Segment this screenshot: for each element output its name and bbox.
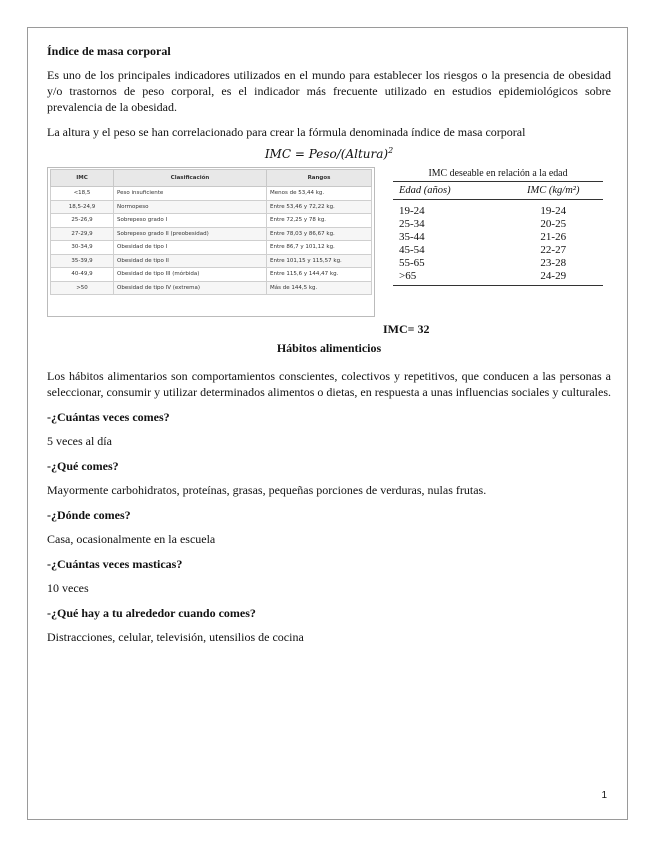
- imc-cell: >50: [51, 281, 114, 295]
- class-cell: Obesidad de tipo II: [114, 254, 267, 268]
- class-cell: Sobrepeso grado I: [114, 214, 267, 228]
- question-what-eat: -¿Qué comes?: [47, 459, 119, 473]
- header-imc: IMC: [51, 170, 114, 187]
- answer-where-eat: Casa, ocasionalmente en la escuela: [47, 532, 216, 546]
- imc-range-cell: 21-26: [540, 230, 567, 243]
- imc-cell: 40-49,9: [51, 268, 114, 282]
- habits-paragraph: Los hábitos alimentarios son comportamientos conscientes, colectivos y repetitivos, que conducen a las personas a seleccionar, consumir y utilizar determinados alimentos o dietas, en respuesta a unas influencias sociales y culturales.: [47, 369, 611, 399]
- header-rangos: Rangos: [267, 170, 372, 187]
- age-cell: >65: [399, 269, 417, 282]
- imc-cell: 27-29,9: [51, 227, 114, 241]
- table-row: [393, 204, 603, 217]
- question-chewing: -¿Cuántas veces masticas?: [47, 557, 183, 571]
- class-cell: Obesidad de tipo IV (extrema): [114, 281, 267, 295]
- imc-cell: 18,5-24,9: [51, 200, 114, 214]
- answer-how-many-times: 5 veces al día: [47, 434, 112, 448]
- tables-area: [47, 167, 611, 339]
- range-cell: Menos de 53,44 kg.: [267, 187, 372, 201]
- imc-cell: <18,5: [51, 187, 114, 201]
- class-cell: Normopeso: [114, 200, 267, 214]
- imc-range-cell: 24-29: [540, 269, 567, 282]
- formula-main: IMC = Peso/(Altura): [264, 147, 389, 161]
- table-header-row: [51, 170, 372, 187]
- table-row: [51, 200, 372, 214]
- table-row: [51, 227, 372, 241]
- table-row: [393, 269, 603, 282]
- age-cell: 45-54: [399, 243, 425, 256]
- class-cell: Peso insuficiente: [114, 187, 267, 201]
- classification-table: [50, 169, 372, 295]
- answer-what-eat: Mayormente carbohidratos, proteínas, grasas, pequeñas porciones de verduras, nulas frutas.: [47, 483, 487, 497]
- age-cell: 19-24: [399, 204, 425, 217]
- class-cell: Obesidad de tipo III (mórbida): [114, 268, 267, 282]
- imc-range-cell: 19-24: [540, 204, 567, 217]
- age-imc-table: [393, 167, 603, 286]
- document-page: [27, 27, 628, 820]
- header-edad: Edad (años): [399, 185, 451, 196]
- section-title: Índice de masa corporal: [47, 44, 171, 58]
- range-cell: Entre 101,15 y 115,57 kg.: [267, 254, 372, 268]
- answer-surroundings: Distracciones, celular, televisión, utensilios de cocina: [47, 630, 304, 644]
- intro-paragraph: Es uno de los principales indicadores utilizados en el mundo para establecer los riesgos o la presencia de obesidad y/o trastornos de peso corporal, es el indicador más frecuente utilizado en estudios epidemiológicos sobre prevalencia de la obesidad.: [47, 68, 611, 114]
- header-clasificacion: Clasificación: [114, 170, 267, 187]
- formula-exponent: 2: [388, 146, 394, 155]
- class-cell: Obesidad de tipo I: [114, 241, 267, 255]
- imc-formula: [47, 146, 611, 161]
- table-row: [51, 214, 372, 228]
- range-cell: Entre 86,7 y 101,12 kg.: [267, 241, 372, 255]
- header-imc-kg: IMC (kg/m²): [527, 185, 580, 196]
- table-row: [393, 256, 603, 269]
- table-row: [393, 230, 603, 243]
- table-row: [51, 241, 372, 255]
- age-cell: 25-34: [399, 217, 425, 230]
- imc-cell: 35-39,9: [51, 254, 114, 268]
- imc-range-cell: 22-27: [540, 243, 567, 256]
- table-row: [51, 254, 372, 268]
- table-row: [51, 187, 372, 201]
- answer-chewing: 10 veces: [47, 581, 89, 595]
- imc-result: IMC= 32: [383, 322, 430, 336]
- imc-cell: 25-26,9: [51, 214, 114, 228]
- age-table-caption: IMC deseable en relación a la edad: [428, 167, 568, 179]
- imc-range-cell: 20-25: [540, 217, 567, 230]
- age-cell: 55-65: [399, 256, 425, 269]
- habits-title: Hábitos alimenticios: [276, 341, 382, 355]
- imc-range-cell: 23-28: [540, 256, 567, 269]
- table-row: [393, 217, 603, 230]
- correlation-paragraph: La altura y el peso se han correlacionado para crear la fórmula denominada índice de masa corporal: [47, 125, 526, 139]
- table-row: [393, 243, 603, 256]
- page-number: 1: [601, 790, 607, 801]
- table-row: [51, 281, 372, 295]
- age-table-header: [393, 182, 603, 199]
- question-surroundings: -¿Qué hay a tu alrededor cuando comes?: [47, 606, 256, 620]
- question-how-many-times: -¿Cuántas veces comes?: [47, 410, 170, 424]
- age-cell: 35-44: [399, 230, 425, 243]
- question-where-eat: -¿Dónde comes?: [47, 508, 131, 522]
- table-rule: [393, 285, 603, 286]
- range-cell: Entre 78,03 y 86,67 kg.: [267, 227, 372, 241]
- range-cell: Más de 144,5 kg.: [267, 281, 372, 295]
- range-cell: Entre 53,46 y 72,22 kg.: [267, 200, 372, 214]
- class-cell: Sobrepeso grado II (preobesidad): [114, 227, 267, 241]
- range-cell: Entre 72,25 y 78 kg.: [267, 214, 372, 228]
- page-content: [47, 44, 611, 645]
- imc-cell: 30-34,9: [51, 241, 114, 255]
- range-cell: Entre 115,6 y 144,47 kg.: [267, 268, 372, 282]
- table-row: [51, 268, 372, 282]
